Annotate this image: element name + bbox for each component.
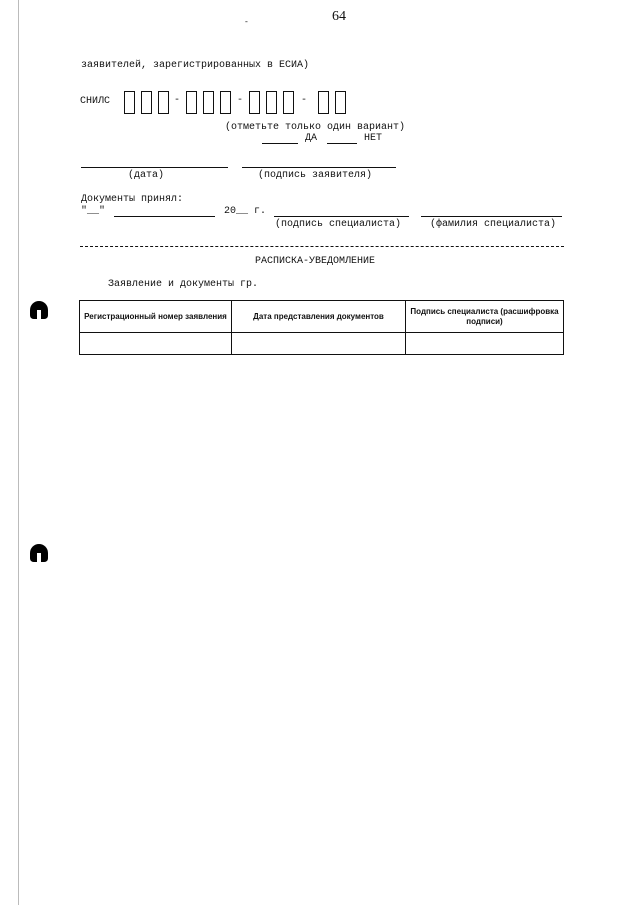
receipt-title: РАСПИСКА-УВЕДОМЛЕНИЕ — [255, 256, 376, 267]
date-caption: (дата) — [128, 170, 165, 181]
snils-digit-box[interactable] — [186, 91, 197, 114]
scan-edge-line — [18, 0, 19, 905]
hole-punch-mark — [30, 544, 48, 562]
snils-digit-box[interactable] — [318, 91, 329, 114]
header-line: заявителей, зарегистрированных в ЕСИА) — [81, 60, 310, 71]
snils-digit-box[interactable] — [158, 91, 169, 114]
column-header: Регистрационный номер заявления — [80, 301, 232, 333]
specialist-signature-caption: (подпись специалиста) — [275, 219, 402, 230]
snils-digit-box[interactable] — [335, 91, 346, 114]
yes-blank[interactable] — [262, 143, 298, 144]
specialist-name-line[interactable] — [421, 216, 562, 217]
specialist-signature-line[interactable] — [274, 216, 409, 217]
choice-note: (отметьте только один вариант) — [225, 122, 406, 133]
snils-digit-box[interactable] — [249, 91, 260, 114]
acceptance-day: "__" — [81, 206, 106, 217]
column-header: Дата представления документов — [232, 301, 406, 333]
table-header-row — [80, 301, 564, 333]
registration-number-cell[interactable] — [80, 333, 232, 355]
cut-line — [80, 246, 564, 247]
no-blank[interactable] — [327, 143, 357, 144]
acceptance-month-line[interactable] — [114, 216, 215, 217]
applicant-signature-line[interactable] — [242, 167, 396, 168]
accepted-title: Документы принял: — [81, 194, 184, 205]
snils-digit-box[interactable] — [220, 91, 231, 114]
snils-separator: - — [301, 95, 308, 106]
submission-date-cell[interactable] — [232, 333, 406, 355]
snils-digit-box[interactable] — [283, 91, 294, 114]
receipt-table — [79, 300, 564, 355]
hole-punch-mark — [30, 301, 48, 319]
specialist-name-caption: (фамилия специалиста) — [430, 219, 557, 230]
snils-digit-box[interactable] — [141, 91, 152, 114]
snils-digit-box[interactable] — [124, 91, 135, 114]
no-option: НЕТ — [364, 133, 383, 144]
column-header: Подпись специалиста (расшифровка подписи) — [406, 301, 564, 333]
snils-separator: - — [237, 95, 244, 106]
acceptance-year: 20__ г. — [224, 206, 267, 217]
table-row — [80, 333, 564, 355]
snils-separator: - — [174, 95, 181, 106]
scan-speck: - — [244, 18, 249, 27]
yes-option: ДА — [305, 133, 318, 144]
applicant-signature-caption: (подпись заявителя) — [258, 170, 373, 181]
snils-label: СНИЛС — [80, 96, 111, 107]
page-number: 64 — [332, 9, 346, 24]
snils-digit-box[interactable] — [203, 91, 214, 114]
snils-digit-box[interactable] — [266, 91, 277, 114]
date-line[interactable] — [81, 167, 228, 168]
receipt-intro: Заявление и документы гр. — [108, 279, 259, 290]
specialist-signature-cell[interactable] — [406, 333, 564, 355]
